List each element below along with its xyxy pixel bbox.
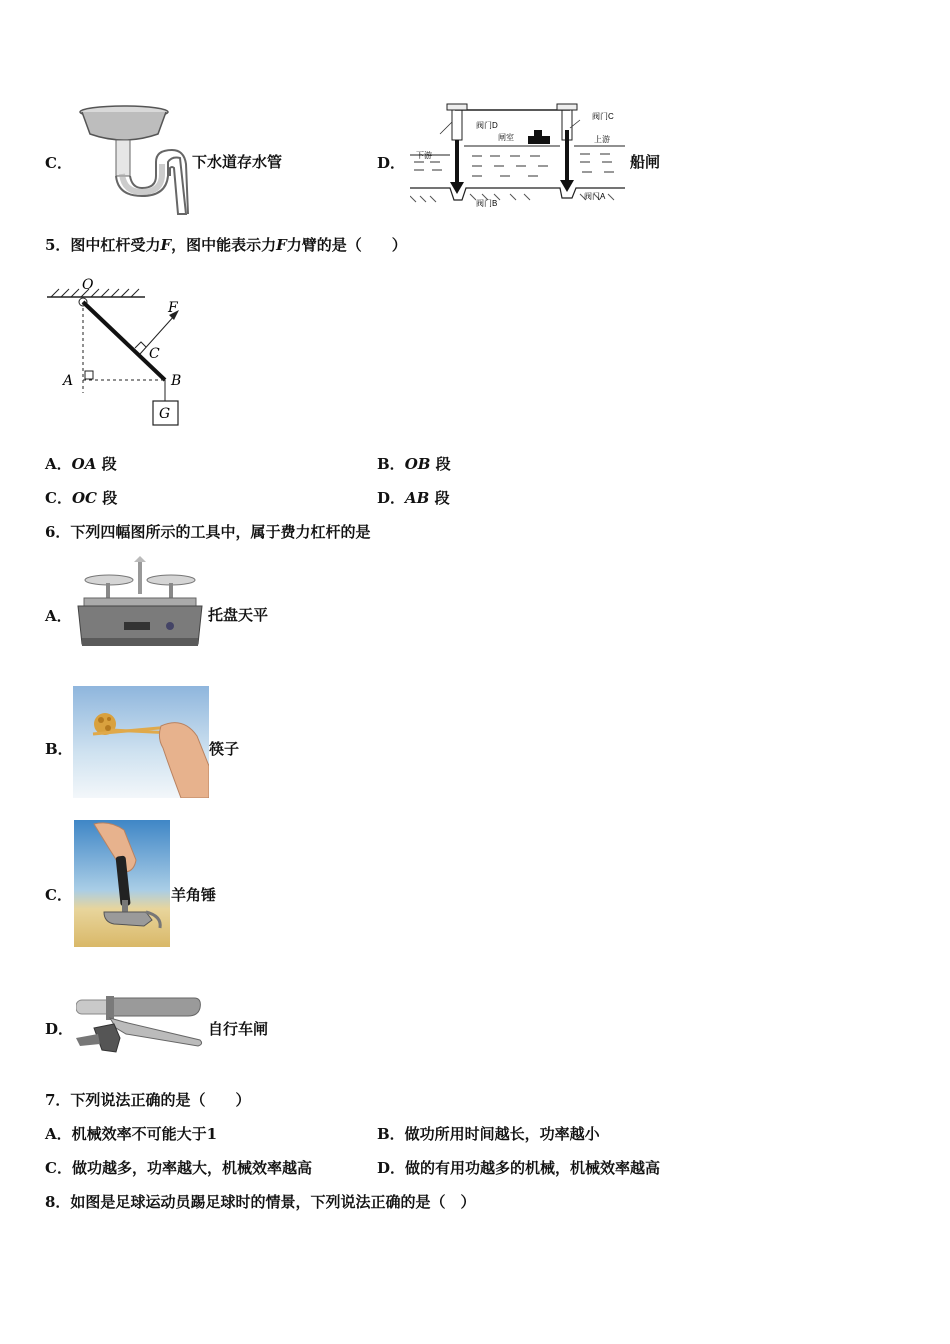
lever-diagram <box>45 275 195 430</box>
label-o: O <box>82 277 94 293</box>
q5-option-a-seg: OA <box>71 455 97 473</box>
label-upstream: 上游 <box>594 135 610 144</box>
q5-option-c-seg: OC <box>71 489 97 507</box>
sink-trap-illustration <box>76 104 196 216</box>
label-valve-d: 阀门D <box>476 121 498 130</box>
option-d-caption: 船闸 <box>630 153 661 171</box>
q7-option-a[interactable]: A．机械效率不可能大于1 <box>45 1125 218 1143</box>
q5-stem-f2: F <box>276 236 287 254</box>
q8-stem: 8．如图是足球运动员踢足球时的情景，下列说法正确的是（ ） <box>45 1193 476 1211</box>
ship-lock-diagram <box>410 100 625 208</box>
label-chamber: 闸室 <box>498 133 514 142</box>
q5-option-a-letter: A． <box>45 455 72 473</box>
q5-option-c[interactable] <box>45 489 117 507</box>
label-valve-a: 阀门A <box>584 192 606 201</box>
q7-option-b[interactable]: B．做功所用时间越长，功率越小 <box>377 1125 600 1143</box>
label-downstream: 下游 <box>416 151 432 160</box>
q6-option-c-letter: C． <box>45 886 72 904</box>
q5-option-a-suffix: 段 <box>101 455 117 473</box>
q5-option-d-letter: D． <box>377 489 406 507</box>
q5-option-b-seg: OB <box>404 455 431 473</box>
bicycle-brake-photo <box>76 994 204 1060</box>
q5-stem <box>45 236 407 254</box>
q5-option-b-suffix: 段 <box>435 455 451 473</box>
q6-option-d-letter: D． <box>45 1020 74 1038</box>
option-c-caption: 下水道存水管 <box>192 153 283 171</box>
balance-scale-photo <box>74 556 206 651</box>
q5-option-d-suffix: 段 <box>434 489 450 507</box>
q5-stem-part1: 5．图中杠杆受力 <box>45 236 161 254</box>
claw-hammer-photo <box>74 820 170 947</box>
q6-option-c-caption: 羊角锤 <box>171 886 217 904</box>
q7-option-d[interactable]: D．做的有用功越多的机械，机械效率越高 <box>377 1159 661 1177</box>
q5-stem-part2: ，图中能表示力 <box>171 236 277 254</box>
q6-option-a-caption: 托盘天平 <box>208 606 269 624</box>
q5-stem-f1: F <box>160 236 172 254</box>
label-c: C <box>149 346 160 362</box>
q5-option-d[interactable] <box>377 489 450 507</box>
q7-stem: 7．下列说法正确的是（ ） <box>45 1091 251 1109</box>
q6-stem: 6．下列四幅图所示的工具中，属于费力杠杆的是 <box>45 523 371 541</box>
q7-option-c[interactable]: C．做功越多，功率越大，机械效率越高 <box>45 1159 312 1177</box>
label-valve-c: 阀门C <box>592 112 614 121</box>
q5-option-b-letter: B． <box>377 455 405 473</box>
option-d-letter: D． <box>377 154 406 172</box>
q5-option-b[interactable] <box>377 455 451 473</box>
q5-option-c-letter: C． <box>45 489 72 507</box>
label-a: A <box>63 373 74 389</box>
q5-option-c-suffix: 段 <box>102 489 118 507</box>
option-c-letter: C． <box>45 154 72 172</box>
q6-option-b-letter: B． <box>45 740 73 758</box>
q5-option-d-seg: AB <box>405 489 430 507</box>
q6-option-b-caption: 筷子 <box>209 740 240 758</box>
chopsticks-photo <box>73 686 209 798</box>
q6-option-a-letter: A． <box>45 607 72 625</box>
label-b: B <box>171 373 182 389</box>
q5-option-a[interactable] <box>45 455 117 473</box>
label-g: G <box>159 406 171 422</box>
q5-stem-part3: 力臂的是（ ） <box>286 236 407 254</box>
q6-option-d-caption: 自行车闸 <box>208 1020 269 1038</box>
label-f: F <box>168 300 178 316</box>
label-valve-b: 阀门B <box>476 199 498 208</box>
